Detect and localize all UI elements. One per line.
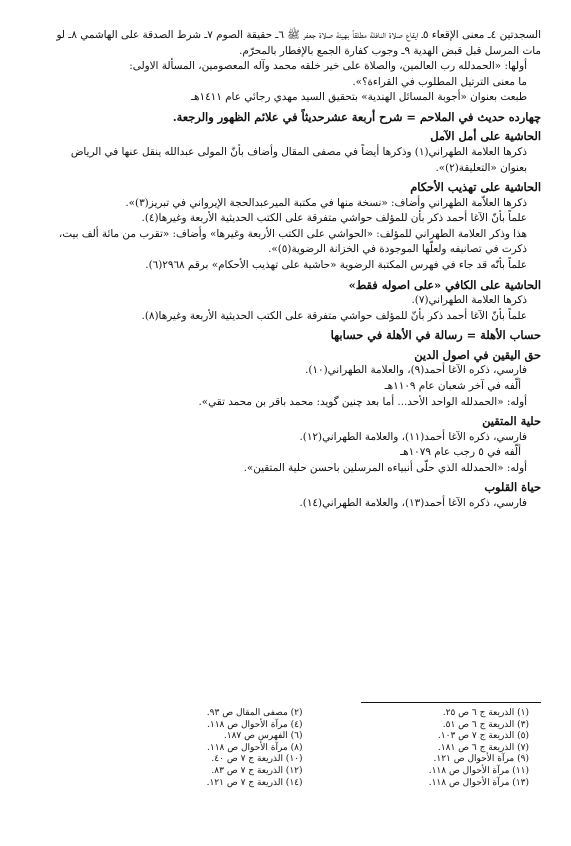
section-heading: حساب الأهلة = رسالة في الأهلة في حسابها [330,328,541,343]
paragraph: هذا وذكر العلامة الطهراني للمؤلف: «الحواشي على الكتب الأربعة وغيرها» وأضاف: «تقرب من مائة ألف بيت، ذكرت في تصانيفه ولعلّها الموجودة في الخزانة الرضوية(٥)». [58,227,527,256]
footnote-separator [361,702,541,703]
section-heading: الحاشية على أمل الآمل [430,129,541,144]
footnote: (٩) مرآة الأحوال ص ١٢١. [433,754,529,765]
footnote: (١٠) الذريعة ج ٧ ص ٤٠. [211,754,303,765]
footnote: (١) الذريعة ج ٦ ص ٢٥. [442,708,529,718]
paragraph: فارسي، ذكره الآغا أحمد(١١)، والعلامة الطهراني(١٢). [299,430,527,443]
footnote: (٣) الذريعة ج ٦ ص ٥١. [442,719,529,730]
footnote: (٦) الفهرس ص ١٨٧. [223,731,303,742]
paragraph: علماً بأنّ الآغا أحمد ذكر بأنّ للمؤلف حواشي متفرقة على الكتب الحديثية الأربعة وغيرها(٨). [141,309,527,322]
footnote: (٥) الذريعة ج ٧ ص ١٠٣. [437,731,529,742]
paragraph: ألّفه في آخر شعبان عام ١١٠٩هـ [384,379,521,392]
footnote: (٨) مرآة الأحوال ص ١١٨. [207,742,303,753]
paragraph: ذكرها العلامة الطهراني(٧). [411,294,527,307]
section-heading: الحاشية على تهذيب الأحكام [410,180,541,195]
paragraph: علماً بأنّه قد جاء في فهرس المكتبة الرضوية «حاشية على تهذيب الأحكام» برقم ٢٩٦٨(٦). [145,259,527,272]
footnotes-left-column [76,708,303,789]
footnote: (١٣) مرآة الأحوال ص ١١٨. [428,777,529,788]
section-heading: الحاشية على الكافي «على اصوله فقط» [348,277,541,292]
footnote: (٧) الذريعة ج ٦ ص ١٨١. [437,742,529,753]
page-body [44,28,541,511]
paragraph: علماً بأنّ الآغا أحمد ذكر بأن للمؤلف حواشي متفرقة على الكتب الحديثية الأربعة وغيرها(٤). [141,212,527,225]
footnotes [76,708,529,789]
section-heading: حلية المتقين [482,414,541,429]
section-heading: حياة القلوب [484,480,541,495]
paragraph: أوله: «الحمدلله الواحد الأحد... أما بعد چنين گويد: محمد باقر بن محمد تقي». [198,395,527,408]
footnote: (١١) مرآة الأحوال ص ١١٨. [428,765,529,776]
paragraph: ذكرها العلامة الطهراني(١) وذكرها أيضاً في مصفى المقال وأضاف بأنّ المولى عبدالله ينقل عنها في الرياض بعنوان «التعليقة(٢)». [70,145,527,174]
paragraph: فارسي، ذكره الآغا أحمد(١٣)، والعلامة الطهراني(١٤). [299,496,527,509]
footnote: (٤) مرآة الأحوال ص ١١٨. [207,719,303,730]
paragraph: أولها: «الحمدلله رب العالمين، والصلاة على خير خلقه محمد وآله المعصومين، المسألة الاولى: [129,60,527,73]
paragraph: فارسي، ذكره الآغا أحمد(٩)، والعلامة الطهراني(١٠). [305,364,527,377]
footnotes-right-column [303,708,530,789]
paragraph: السجدتين ٤ـ معنى الإقعاء ٥ـ ايقاع صلاة النافلة مطلقاً بهيئة صلاة جعفر ﷺ ٦ـ حقيقة الصوم ٧ـ شرط الصدقة على الهاشمي ٨ـ لو مات المرسل قبل قبض الهدية ٩ـ وجوب كفارة الجمع بالإفطار بالمحرّم. [56,29,541,57]
paragraph: ما معنى الترتيل المطلوب في القراءة؟». [352,75,527,88]
paragraph: ألّفه في ٥ رجب عام ١٠٧٩هـ [400,446,521,459]
paragraph: طبعت بعنوان «أجوبة المسائل الهندية» بتحقيق السيد مهدي رجائي عام ١٤١١هـ [190,91,527,104]
section-heading: چهارده حديث في الملاحم = شرح أربعة عشرحديثاً في علائم الظهور والرجعة. [172,109,541,124]
footnote: (١٢) الذريعة ج ٧ ص ٨٣. [211,765,303,776]
paragraph: أوله: «الحمدلله الذي حلّى أنبياءه المرسلين باحسن حلية المتقين». [243,461,527,474]
footnote: (١٤) الذريعة ج ٧ ص ١٢١. [206,777,303,788]
footnote: (٢) مصفى المقال ص ٩٣. [206,708,303,718]
paragraph: ذكرها العلاّمة الطهراني وأضاف: «نسخة منها في مكتبة الميرعبدالحجة الإيرواني في تبريز(٣)». [125,196,527,209]
section-heading: حق اليقين في اصول الدين [414,347,541,362]
